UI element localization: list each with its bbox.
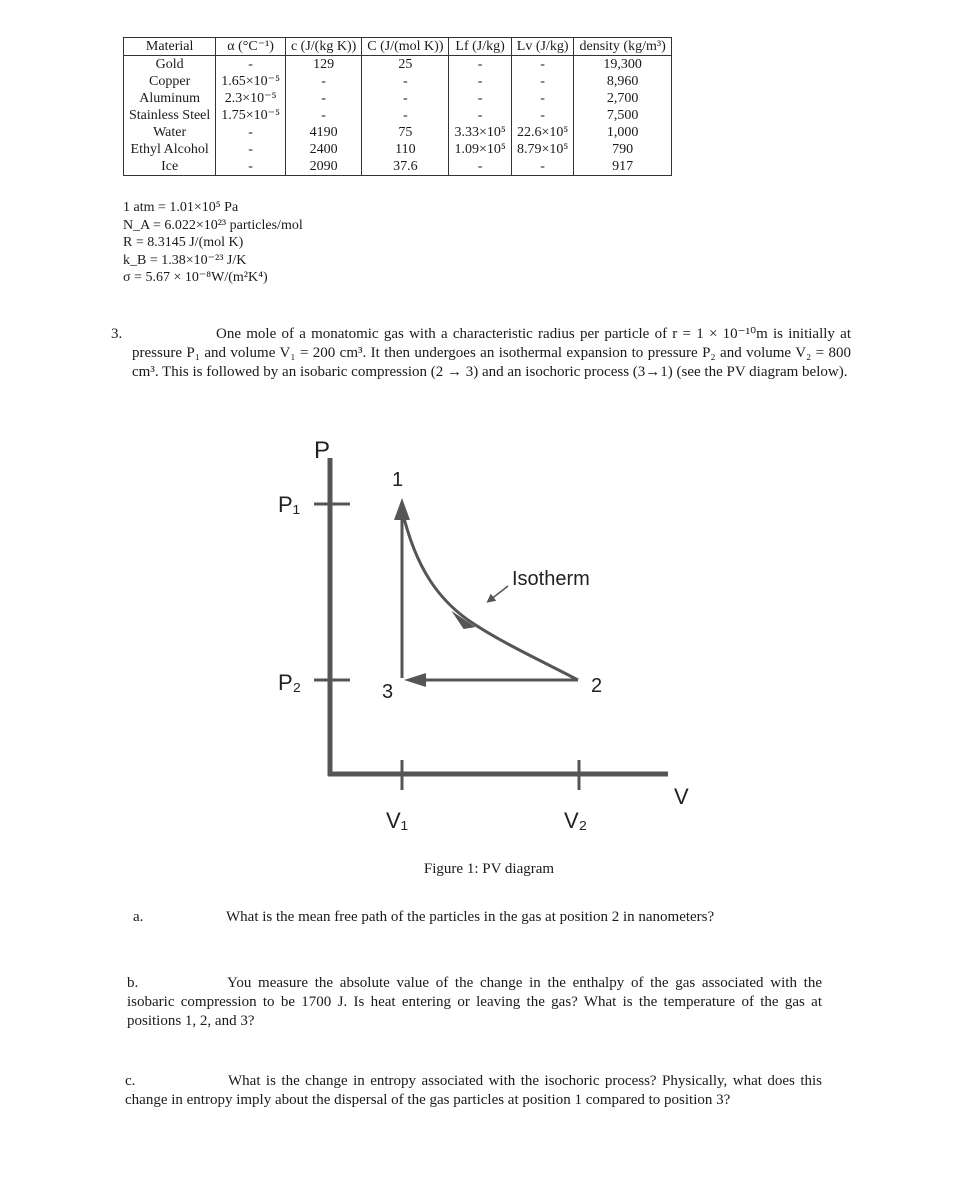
table-row (124, 73, 672, 90)
table-cell: 2400 (285, 141, 361, 158)
table-cell: - (449, 158, 511, 176)
question-b (127, 974, 822, 1031)
pv-diagram (250, 430, 720, 850)
header-latent-fusion: Lf (J/kg) (449, 38, 511, 56)
table-body (124, 56, 672, 176)
question-c-label: c. (125, 1073, 136, 1089)
table-cell: 19,300 (574, 56, 671, 74)
table-row (124, 141, 672, 158)
table-cell: 22.6×10⁵ (511, 124, 574, 141)
point-1-label: 1 (392, 469, 404, 491)
table-row (124, 124, 672, 141)
table-cell: - (362, 107, 449, 124)
table-cell: - (449, 90, 511, 107)
table-cell: 129 (285, 56, 361, 74)
table-cell: - (511, 56, 574, 74)
arrowhead-isotherm (451, 609, 475, 630)
table-cell: 1.75×10⁻⁵ (216, 107, 286, 124)
p2-label: P₂ (278, 670, 302, 695)
v2-label: V₂ (564, 808, 588, 833)
table-cell: - (511, 107, 574, 124)
figure-caption: Figure 1: PV diagram (423, 861, 555, 877)
table-cell: - (216, 56, 286, 74)
table-header-row (124, 38, 672, 56)
p-axis-label: P (314, 437, 331, 464)
table-cell: 8.79×10⁵ (511, 141, 574, 158)
table-cell: 75 (362, 124, 449, 141)
table-cell: 25 (362, 56, 449, 74)
table-cell: 790 (574, 141, 671, 158)
table-row (124, 158, 672, 176)
constant-boltzmann: k_B = 1.38×10⁻²³ J/K (123, 252, 247, 268)
point-3-label: 3 (382, 681, 394, 703)
arrowhead-3 (404, 673, 426, 687)
v1-label: V₁ (386, 808, 409, 833)
table-cell: Gold (124, 56, 216, 74)
isotherm-label: Isotherm (512, 568, 590, 590)
table-cell: - (362, 90, 449, 107)
question-c-text: What is the change in entropy associated with the isochoric process? Physically, what does this change in entropy imply about the dispersal of the gas particles at position 1 compared to position 3? (125, 1073, 822, 1108)
question-b-label: b. (127, 975, 139, 991)
table-cell: 8,960 (574, 73, 671, 90)
table-cell: 917 (574, 158, 671, 176)
table-cell: Water (124, 124, 216, 141)
table-cell: 4190 (285, 124, 361, 141)
table-cell: 1.65×10⁻⁵ (216, 73, 286, 90)
table-cell: Ice (124, 158, 216, 176)
question-a-label: a. (133, 909, 144, 925)
problem-3 (111, 325, 851, 382)
material-properties-table (123, 37, 672, 176)
table-cell: - (216, 141, 286, 158)
problem-statement: One mole of a monatomic gas with a characteristic radius per particle of r = 1 × 10⁻¹⁰m is initially at pressure P₁ and volume V₁ = 200 cm³. It then undergoes an isothermal expansion to pressure P₂ and volume V₂ = 800 cm³. This is followed by an isobaric compression (2 → 3) and an isochoric process (3→1) (see the PV diagram below). (132, 326, 851, 380)
table-cell: - (285, 90, 361, 107)
table-cell: - (285, 107, 361, 124)
constant-stefan-boltzmann: σ = 5.67 × 10⁻⁸W/(m²K⁴) (123, 270, 268, 285)
table-cell: - (511, 90, 574, 107)
isotherm-pointer (490, 586, 508, 600)
table-row (124, 107, 672, 124)
table-cell: 3.33×10⁵ (449, 124, 511, 141)
table-cell: 1,000 (574, 124, 671, 141)
table-cell: 37.6 (362, 158, 449, 176)
problem-number: 3. (111, 326, 123, 342)
table-cell: Copper (124, 73, 216, 90)
table-row (124, 90, 672, 107)
constant-avogadro: N_A = 6.022×10²³ particles/mol (123, 217, 303, 233)
table-cell: - (511, 158, 574, 176)
question-c (125, 1072, 822, 1110)
header-latent-vaporization: Lv (J/kg) (511, 38, 574, 56)
table-cell: Stainless Steel (124, 107, 216, 124)
table-cell: - (449, 56, 511, 74)
header-density: density (kg/m³) (574, 38, 671, 56)
constant-atm: 1 atm = 1.01×10⁵ Pa (123, 200, 239, 215)
table-cell: - (285, 73, 361, 90)
table-cell: - (449, 73, 511, 90)
table-cell: 2090 (285, 158, 361, 176)
arrowhead-1 (394, 498, 410, 520)
v-axis-label: V (674, 784, 689, 809)
header-molar-heat: C (J/(mol K)) (362, 38, 449, 56)
table-cell: 110 (362, 141, 449, 158)
table-row (124, 56, 672, 74)
point-2-label: 2 (591, 675, 603, 697)
header-material: Material (124, 38, 216, 56)
p1-label: P₁ (278, 492, 301, 517)
table-cell: - (362, 73, 449, 90)
table-cell: 2.3×10⁻⁵ (216, 90, 286, 107)
table-cell: 2,700 (574, 90, 671, 107)
isotherm-curve (402, 510, 578, 680)
table-cell: - (511, 73, 574, 90)
table-cell: - (216, 124, 286, 141)
question-a-text: What is the mean free path of the particles in the gas at position 2 in nanometers? (226, 909, 715, 925)
constants-list (123, 199, 303, 287)
table-cell: Ethyl Alcohol (124, 141, 216, 158)
table-cell: - (216, 158, 286, 176)
table-cell: - (449, 107, 511, 124)
table-cell: Aluminum (124, 90, 216, 107)
question-b-text: You measure the absolute value of the change in the enthalpy of the gas associated with the isobaric compression to be 1700 J. Is heat entering or leaving the gas? What is the temperature of the gas at positions 1, 2, and 3? (127, 975, 822, 1029)
table-cell: 1.09×10⁵ (449, 141, 511, 158)
table-cell: 7,500 (574, 107, 671, 124)
header-alpha: α (°C⁻¹) (216, 38, 286, 56)
constant-gas: R = 8.3145 J/(mol K) (123, 235, 244, 250)
header-specific-heat: c (J/(kg K)) (285, 38, 361, 56)
